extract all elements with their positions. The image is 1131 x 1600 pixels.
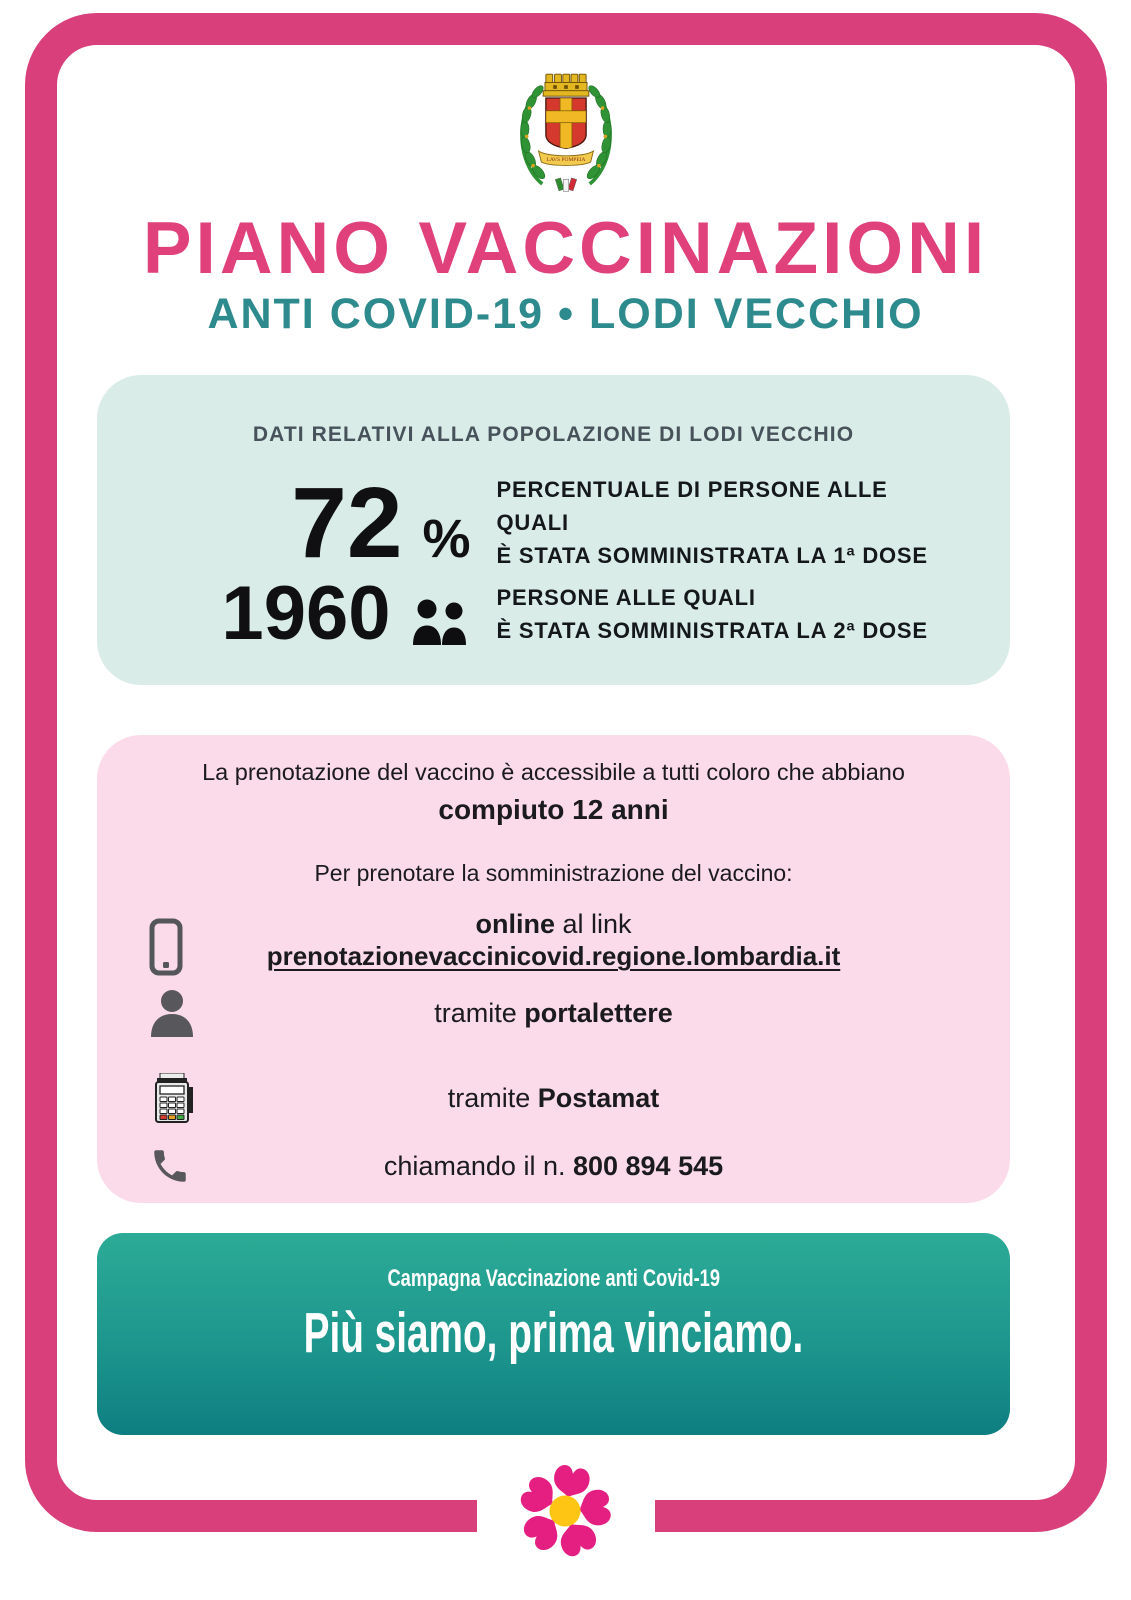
campaign-kicker — [97, 1233, 1010, 1291]
method-text: tramite — [447, 1083, 538, 1113]
motto-banner — [538, 151, 593, 165]
booking-method-postamat — [97, 1069, 1010, 1127]
page-subtitle: ANTI COVID-19 • LODI VECCHIO — [207, 290, 924, 338]
campaign-headline — [97, 1301, 1010, 1365]
booking-method-online — [97, 909, 1010, 985]
booking-intro-text: La prenotazione del vaccino è accessibile a tutti coloro che abbiano — [202, 759, 905, 785]
method-bold: Postamat — [537, 1083, 660, 1113]
method-text: chiamando il n. — [383, 1151, 573, 1181]
stats-grid — [97, 466, 1010, 656]
booking-info-box — [97, 735, 1010, 1203]
smartphone-icon — [149, 918, 183, 976]
percent-sign: % — [422, 508, 471, 569]
phone-icon — [149, 1145, 191, 1187]
method-online-text: al link — [554, 909, 632, 939]
campaign-banner — [97, 1233, 1010, 1435]
person-icon — [149, 989, 195, 1037]
stat-value-number: 1960 — [221, 571, 391, 656]
mural-crown — [543, 74, 589, 96]
crest-container — [0, 58, 1131, 202]
booking-methods-list — [97, 909, 1010, 1195]
booking-link[interactable]: prenotazionevaccinicovid.regione.lombardia.it — [266, 941, 841, 971]
stat-label-line: PERCENTUALE DI PERSONE ALLE QUALI — [496, 477, 888, 535]
stat-label-line: È STATA SOMMINISTRATA LA 1ª DOSE — [496, 543, 928, 568]
flower-icon — [515, 1461, 615, 1561]
campaign-kicker-text: Campagna Vaccinazione anti Covid-19 — [387, 1265, 720, 1292]
page-title: PIANO VACCINAZIONI — [142, 208, 989, 289]
tricolor-ribbon — [555, 178, 576, 191]
method-text: tramite — [434, 998, 525, 1028]
pos-terminal-icon — [149, 1073, 199, 1123]
stat-label-line: È STATA SOMMINISTRATA LA 2ª DOSE — [496, 618, 928, 644]
stats-header: DATI RELATIVI ALLA POPOLAZIONE DI LODI VECCHIO — [252, 423, 855, 446]
method-bold: portalettere — [524, 998, 673, 1028]
municipal-crest-icon — [502, 58, 630, 202]
stat-first-dose-label — [497, 473, 967, 572]
campaign-headline-text: Più siamo, prima vinciamo. — [303, 1301, 804, 1365]
booking-method-portalettere — [97, 985, 1010, 1041]
method-bold: 800 894 545 — [572, 1151, 724, 1181]
people-icon — [409, 598, 471, 646]
stat-second-dose-value — [141, 571, 471, 656]
method-online-bold: online — [475, 909, 555, 939]
method-online-label — [97, 909, 1010, 939]
stat-second-dose-label — [497, 581, 967, 647]
stat-label-line: PERSONE ALLE QUALI — [496, 585, 756, 611]
stat-first-dose-value — [141, 466, 471, 579]
booking-method-phone — [97, 1137, 1010, 1195]
booking-subheader: Per prenotare la somministrazione del vaccino: — [314, 860, 793, 886]
stat-value-number: 72 — [291, 466, 403, 579]
booking-intro-bold: compiuto 12 anni — [438, 794, 669, 825]
shield — [545, 98, 585, 149]
population-stats-box — [97, 375, 1010, 685]
crest-motto: LAVS POMPEIA — [546, 157, 585, 164]
